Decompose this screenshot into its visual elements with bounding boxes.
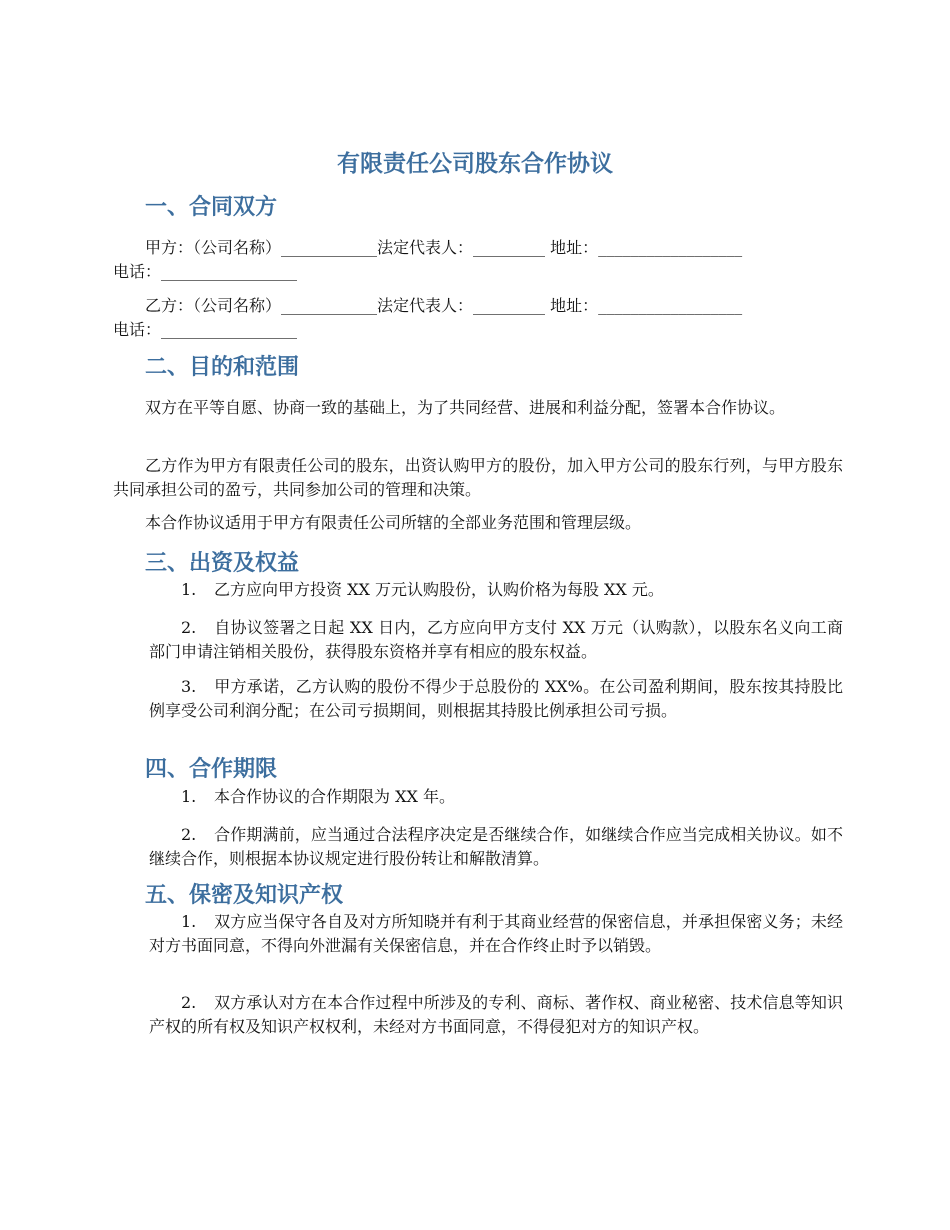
item-text: 自协议签署之日起 XX 日内，乙方应向甲方支付 XX 万元（认购款），以股东名义向工商部门申请注销相关股份，获得股东资格并享有相应的股东权益。 xyxy=(149,618,843,661)
item-number: 1. xyxy=(181,912,197,931)
party-b-paragraph xyxy=(113,294,843,342)
section-heading-parties: 一、合同双方 xyxy=(145,195,278,220)
party-a-phone: 电话：_________________ xyxy=(113,262,298,281)
term-item-1 xyxy=(149,785,843,809)
item-text: 合作期满前，应当通过合法程序决定是否继续合作，如继续合作应当完成相关协议。如不继续合作，则根据本协议规定进行股份转让和解散清算。 xyxy=(149,825,843,868)
section-heading-investment: 三、出资及权益 xyxy=(145,551,300,576)
item-text: 本合作协议的合作期限为 XX 年。 xyxy=(214,787,455,806)
term-item-2 xyxy=(149,823,843,871)
purpose-paragraph-3: 本合作协议适用于甲方有限责任公司所辖的全部业务范围和管理层级。 xyxy=(145,513,642,532)
investment-item-2 xyxy=(149,616,843,664)
purpose-paragraph-2: 乙方作为甲方有限责任公司的股东，出资认购甲方的股份，加入甲方公司的股东行列，与甲方股东共同承担公司的盈亏，共同参加公司的管理和决策。 xyxy=(113,456,843,499)
item-text: 乙方应向甲方投资 XX 万元认购股份，认购价格为每股 XX 元。 xyxy=(214,580,664,599)
party-b-line: 乙方：（公司名称）____________法定代表人：_________ 地址：__________________ xyxy=(145,296,743,315)
document-title: 有限责任公司股东合作协议 xyxy=(337,151,613,177)
section-heading-term: 四、合作期限 xyxy=(145,757,278,782)
item-number: 2. xyxy=(181,618,197,637)
party-b-phone: 电话：_________________ xyxy=(113,320,298,339)
confidentiality-item-1 xyxy=(149,910,843,958)
item-number: 2. xyxy=(181,825,197,844)
item-number: 2. xyxy=(181,993,197,1012)
item-text: 双方承认对方在本合作过程中所涉及的专利、商标、著作权、商业秘密、技术信息等知识产权的所有权及知识产权权利，未经对方书面同意，不得侵犯对方的知识产权。 xyxy=(149,993,843,1036)
party-a-line: 甲方：（公司名称）____________法定代表人：_________ 地址：__________________ xyxy=(145,238,743,257)
section-heading-confidentiality: 五、保密及知识产权 xyxy=(145,883,344,908)
confidentiality-item-2 xyxy=(149,991,843,1039)
party-a-paragraph xyxy=(113,236,843,284)
item-text: 甲方承诺，乙方认购的股份不得少于总股份的 XX%。在公司盈利期间，股东按其持股比例享受公司利润分配；在公司亏损期间，则根据其持股比例承担公司亏损。 xyxy=(149,677,843,720)
investment-item-1 xyxy=(149,578,843,602)
item-number: 1. xyxy=(181,580,197,599)
investment-item-3 xyxy=(149,675,843,723)
section-heading-purpose: 二、目的和范围 xyxy=(145,355,300,380)
item-number: 1. xyxy=(181,787,197,806)
purpose-paragraph-1: 双方在平等自愿、协商一致的基础上，为了共同经营、进展和利益分配，签署本合作协议。 xyxy=(145,398,786,417)
item-text: 双方应当保守各自及对方所知晓并有利于其商业经营的保密信息，并承担保密义务；未经对方书面同意，不得向外泄漏有关保密信息，并在合作终止时予以销毁。 xyxy=(149,912,843,955)
item-number: 3. xyxy=(181,677,197,696)
